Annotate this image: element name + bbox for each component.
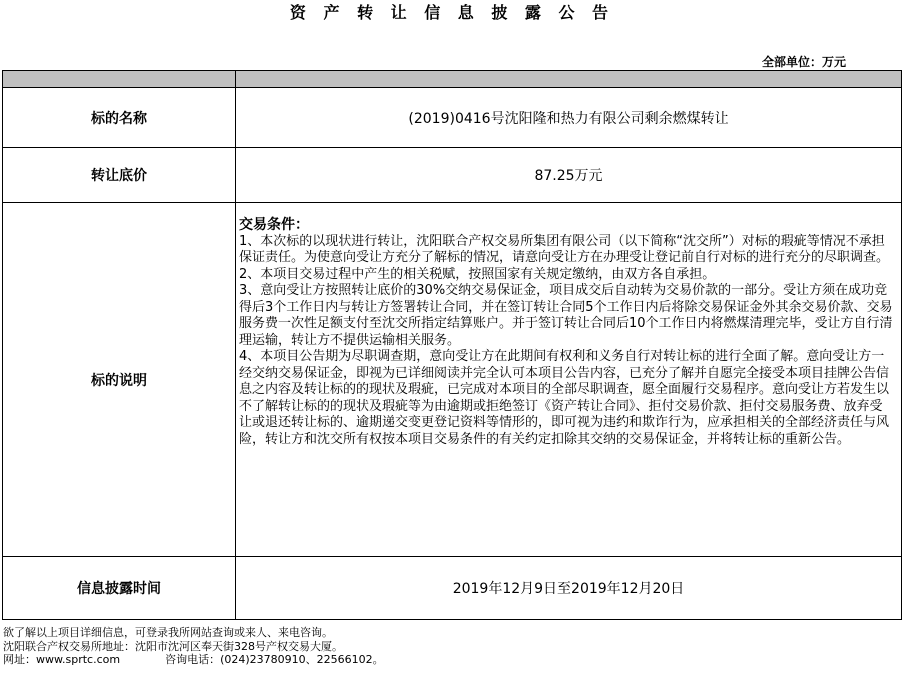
- footer-line-contact: [3, 653, 384, 667]
- row-value-period: 2019年12月9日至2019年12月20日: [236, 557, 902, 620]
- footer-phone: 咨询电话：(024)23780910、22566102。: [165, 653, 384, 666]
- description-item-4: 4、本项目公告期为尽职调查期，意向受让方在此期间有权利和义务自行对转让标的进行全面了解。意向受让方一经交纳交易保证金，即视为已详细阅读并完全认可本项目公告内容，已充分了解并自愿完全接受本项目挂牌公告信息之内容及转让标的的现状及瑕疵，已完成对本项目的全部尽职调查，愿全面履行交易程序。意向受让方若发生以不了解转让标的的现状及瑕疵等为由逾期或拒绝签订《资产转让合同》、拒付交易价款、拒付交易服务费、放弃受让或退还转让标的、逾期递交变更登记资料等情形的，即可视为违约和欺诈行为，应承担相关的全部经济责任与风险，转让方和沈交所有权按本项目交易条件的有关约定扣除其交纳的交易保证金，并将转让标的重新公告。: [239, 349, 890, 447]
- table-row-period: [3, 557, 902, 620]
- description-item-3: 3、意向受让方按照转让底价的30%交纳交易保证金，项目成交后自动转为交易价款的一部分。受让方须在成功竞得后3个工作日内与转让方签署转让合同，并在签订转让合同5个工作日内后将除交易保证金外其余交易价款、交易服务费一次性足额支付至沈交所指定结算账户。并于签订转让合同后10个工作日内将燃煤清理完毕，受让方自行清理运输，转让方不提供运输相关服务。: [239, 283, 893, 348]
- row-label-price: 转让底价: [3, 148, 236, 203]
- table-row-price: [3, 148, 902, 203]
- footer: [3, 626, 384, 667]
- table-header-row: [3, 71, 902, 88]
- row-value-name: (2019)0416号沈阳隆和热力有限公司剩余燃煤转让: [236, 88, 902, 148]
- footer-line-address: 沈阳联合产权交易所地址：沈阳市沈河区奉天街328号产权交易大厦。: [3, 639, 343, 653]
- row-value-description: [236, 203, 902, 557]
- row-value-price: 87.25万元: [236, 148, 902, 203]
- description-heading: 交易条件：: [239, 217, 309, 233]
- description-item-1: 1、本次标的以现状进行转让，沈阳联合产权交易所集团有限公司（以下简称“沈交所”）对标的瑕疵等情况不承担保证责任。为使意向受让方充分了解标的情况，请意向受让方在办理受让登记前自行对标的进行充分的尽职调查。: [239, 233, 890, 265]
- row-label-description: 标的说明: [3, 203, 236, 557]
- row-label-name: 标的名称: [3, 88, 236, 148]
- footer-line-info: 欲了解以上项目详细信息，可登录我所网站查询或来人、来电咨询。: [3, 626, 333, 639]
- table-row-name: [3, 88, 902, 148]
- description-item-2: 2、本项目交易过程中产生的相关税赋，按照国家有关规定缴纳，由双方各自承担。: [239, 266, 716, 282]
- info-table: [2, 70, 902, 620]
- header-cell-right: [236, 71, 902, 88]
- page-title: 资 产 转 让 信 息 披 露 公 告: [289, 3, 615, 22]
- footer-website-link[interactable]: 网址：www.sprtc.com: [3, 653, 121, 666]
- unit-note: 全部单位：万元: [761, 55, 846, 69]
- row-label-period: 信息披露时间: [3, 557, 236, 620]
- header-cell-left: [3, 71, 236, 88]
- table-row-description: [3, 203, 902, 557]
